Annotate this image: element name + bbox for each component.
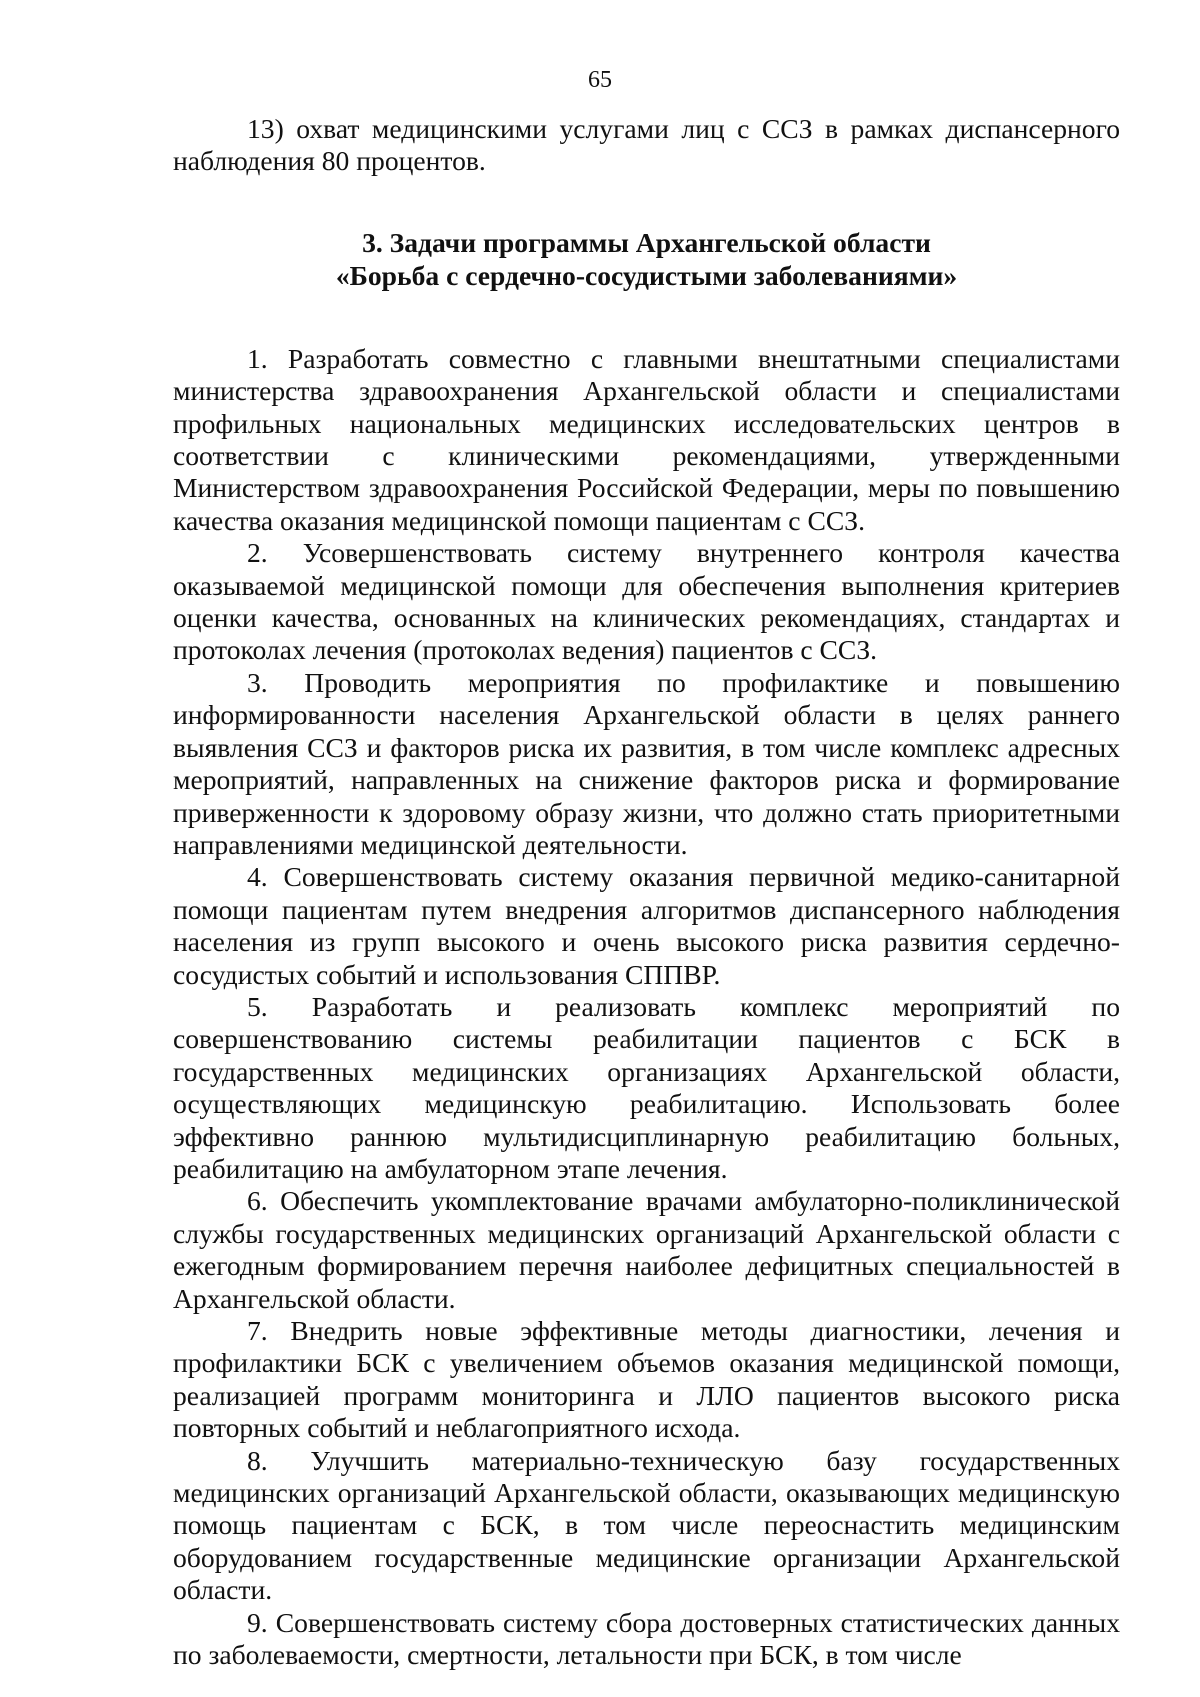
task-item-7: 7. Внедрить новые эффективные методы диагностики, лечения и профилактики БСК с увеличением объемов оказания медицинской помощи, реализацией программ мониторинга и ЛЛО пациентов высокого риска повторных событий и неблагоприятного исхода. [173,1315,1120,1444]
document-body [173,113,1120,1671]
task-item-6: 6. Обеспечить укомплектование врачами амбулаторно-поликлинической службы государственных медицинских организаций Архангельской области с ежегодным формированием перечня наиболее дефицитных специальностей в Архангельской области. [173,1185,1120,1314]
section-title-line-1: 3. Задачи программы Архангельской области [362,226,931,258]
task-item-1: 1. Разработать совместно с главными внештатными специалистами министерства здравоохранения Архангельской области и специалистами профильных национальных медицинских исследовательских центров в соответствии с клиническими рекомендациями, утвержденными Министерством здравоохранения Российской Федерации, меры по повышению качества оказания медицинской помощи пациентам с ССЗ. [173,342,1120,536]
page-number: 65 [588,67,612,93]
task-item-8: 8. Улучшить материально-техническую базу государственных медицинских организаций Архангельской области, оказывающих медицинскую помощь пациентам с БСК, в том числе переоснастить медицинским оборудованием государственные медицинские организации Архангельской области. [173,1444,1120,1606]
task-item-9: 9. Совершенствовать систему сбора достоверных статистических данных по заболеваемости, смертности, летальности при БСК, в том числе [173,1606,1120,1671]
task-item-5: 5. Разработать и реализовать комплекс мероприятий по совершенствованию системы реабилитации пациентов с БСК в государственных медицинских организациях Архангельской области, осуществляющих медицинскую реабилитацию. Использовать более эффективно раннюю мультидисциплинарную реабилитацию больных, реабилитацию на амбулаторном этапе лечения. [173,990,1120,1184]
intro-paragraph: 13) охват медицинскими услугами лиц с ССЗ в рамках диспансерного наблюдения 80 процентов. [173,113,1120,177]
task-item-2: 2. Усовершенствовать систему внутреннего контроля качества оказываемой медицинской помощи для обеспечения выполнения критериев оценки качества, основанных на клинических рекомендациях, стандартах и протоколах лечения (протоколах ведения) пациентов с ССЗ. [173,537,1120,666]
section-heading [173,226,1120,292]
task-item-3: 3. Проводить мероприятия по профилактике и повышению информированности населения Архангельской области в целях раннего выявления ССЗ и факторов риска их развития, в том числе комплекс адресных мероприятий, направленных на снижение факторов риска и формирование приверженности к здоровому образу жизни, что должно стать приоритетными направлениями медицинской деятельности. [173,666,1120,860]
section-title-line-2: «Борьба с сердечно-сосудистыми заболеваниями» [335,259,958,291]
task-item-4: 4. Совершенствовать систему оказания первичной медико-санитарной помощи пациентам путем внедрения алгоритмов диспансерного наблюдения населения из групп высокого и очень высокого риска развития сердечно-сосудистых событий и использования СППВР. [173,861,1120,990]
